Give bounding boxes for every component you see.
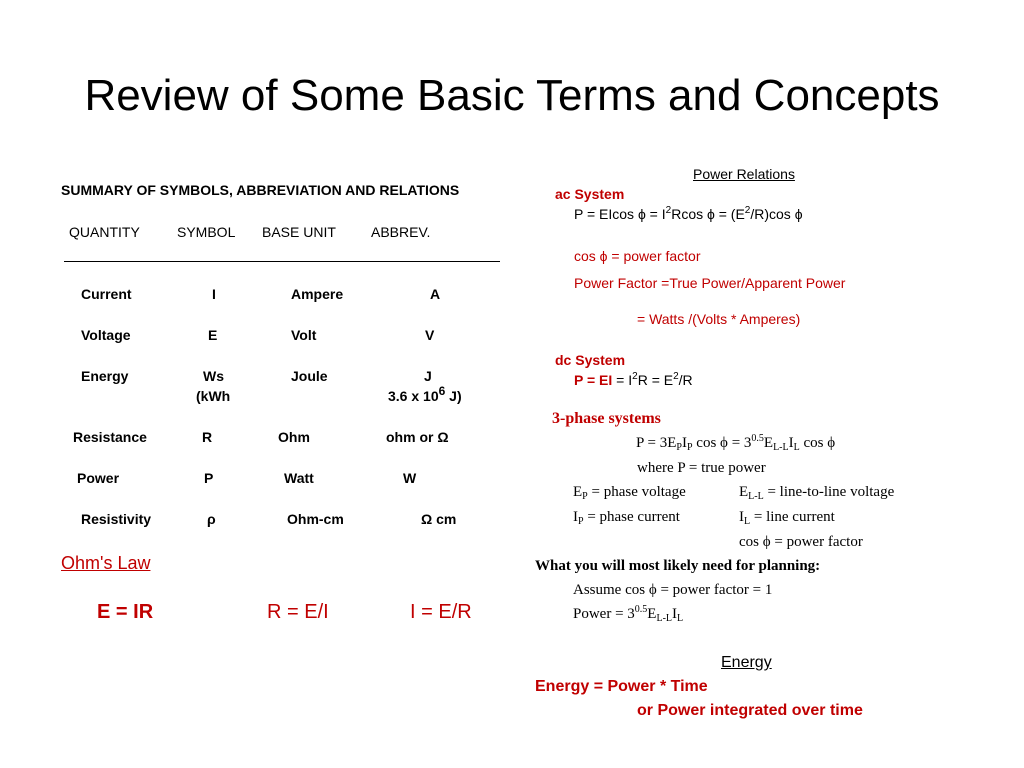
three-phase-pf: cos ϕ = power factor: [739, 534, 863, 550]
power-relations-heading: Power Relations: [693, 166, 795, 182]
tp-eq-k: cos ϕ: [799, 435, 836, 451]
row-current-abbrev: A: [430, 286, 441, 302]
dc-eq-part-d: R = E: [637, 372, 674, 388]
ip-definition: [573, 509, 680, 526]
energy-note-base: 3.6 x 10: [388, 388, 439, 404]
ell-definition: [739, 484, 894, 501]
planning-assumption: Assume cos ϕ = power factor = 1: [573, 582, 773, 598]
tp-eq-b: P: [676, 442, 682, 453]
tp-eq-d: P: [686, 442, 693, 453]
row-energy-kwh-note: (kWh: [196, 388, 231, 404]
row-voltage-unit: Volt: [291, 327, 317, 343]
il-a: I: [739, 509, 744, 525]
row-resistance-abbrev: ohm or Ω: [386, 429, 449, 445]
column-header-symbol: SYMBOL: [177, 224, 236, 240]
pl-eq-c: E: [647, 606, 657, 622]
il-b: L: [744, 516, 751, 527]
pl-eq-e: I: [672, 606, 678, 622]
ell-c: = line-to-line voltage: [763, 484, 895, 500]
energy-note-tail: J): [445, 388, 462, 404]
tp-eq-a: P = 3E: [636, 435, 677, 451]
ep-b: P: [582, 491, 588, 502]
tp-eq-e: cos ϕ = 3: [692, 435, 752, 451]
summary-heading: SUMMARY OF SYMBOLS, ABBREVIATION AND RELATIONS: [61, 182, 460, 198]
ip-c: = phase current: [583, 509, 680, 525]
ac-eq-part-e: /R)cos ϕ: [750, 206, 803, 222]
dc-eq-exp-1: 2: [632, 371, 638, 382]
ohms-law-eq-e: E = IR: [97, 601, 154, 623]
column-header-base-unit: BASE UNIT: [262, 224, 336, 240]
ac-eq-exp-1: 2: [665, 205, 672, 216]
tp-eq-h: L-L: [773, 442, 789, 453]
ohms-law-eq-r: R = E/I: [267, 601, 329, 623]
row-resistance-unit: Ohm: [278, 429, 310, 445]
power-factor-definition: cos ϕ = power factor: [574, 248, 701, 264]
three-phase-equation: [636, 435, 835, 452]
ac-eq-part-a: P = EIcos ϕ = I: [574, 206, 666, 222]
tp-eq-c: I: [681, 435, 687, 451]
row-energy-quantity: Energy: [81, 368, 129, 384]
row-resistivity-abbrev: Ω cm: [421, 511, 457, 527]
page-title: Review of Some Basic Terms and Concepts: [84, 71, 940, 120]
dc-eq-part-f: /R: [678, 372, 693, 388]
pl-eq-a: Power = 3: [573, 606, 635, 622]
planning-heading: What you will most likely need for planning:: [535, 558, 821, 574]
row-energy-symbol: Ws: [203, 368, 224, 384]
ac-eq-exp-2: 2: [744, 205, 751, 216]
row-resistance-quantity: Resistance: [73, 429, 147, 445]
planning-equation: [573, 606, 683, 623]
pl-eq-f: L: [677, 613, 684, 624]
row-resistivity-symbol: ρ: [207, 511, 216, 527]
row-current-quantity: Current: [81, 286, 132, 302]
tp-eq-f: 0.5: [751, 433, 764, 444]
energy-alternative: or Power integrated over time: [637, 702, 863, 719]
row-resistivity-unit: Ohm-cm: [287, 511, 344, 527]
row-voltage-symbol: E: [208, 327, 218, 343]
ep-c: = phase voltage: [587, 484, 686, 500]
row-power-unit: Watt: [284, 470, 314, 486]
row-current-unit: Ampere: [291, 286, 344, 302]
dc-eq-part-b: = I: [612, 372, 633, 388]
row-voltage-quantity: Voltage: [81, 327, 131, 343]
ohms-law-heading: Ohm's Law: [61, 553, 151, 573]
row-power-abbrev: W: [403, 470, 417, 486]
row-energy-unit: Joule: [291, 368, 328, 384]
dc-power-equation: [574, 372, 693, 388]
tp-eq-i: I: [788, 435, 794, 451]
column-header-abbrev: ABBREV.: [371, 224, 431, 240]
ac-eq-part-c: Rcos ϕ = (E: [671, 206, 745, 222]
energy-equation: Energy = Power * Time: [535, 678, 708, 695]
ell-b: L-L: [748, 491, 764, 502]
tp-eq-g: E: [763, 435, 774, 451]
three-phase-label: 3-phase systems: [552, 410, 661, 427]
ac-power-equation: [574, 206, 803, 222]
dc-eq-part-a: P = EI: [574, 372, 613, 388]
power-factor-units: = Watts /(Volts * Amperes): [637, 311, 801, 327]
row-resistivity-quantity: Resistivity: [81, 511, 152, 527]
row-current-symbol: I: [212, 286, 216, 302]
ac-system-label: ac System: [555, 186, 625, 202]
row-energy-joule-note: [388, 384, 462, 404]
column-header-quantity: QUANTITY: [69, 224, 140, 240]
energy-note-exponent: 6: [438, 384, 446, 398]
pl-eq-b: 0.5: [634, 604, 648, 615]
ep-definition: [573, 484, 686, 501]
il-c: = line current: [750, 509, 835, 525]
ip-a: I: [573, 509, 578, 525]
power-factor-ratio: Power Factor =True Power/Apparent Power: [574, 275, 846, 291]
row-energy-abbrev: J: [424, 368, 432, 384]
row-power-symbol: P: [204, 470, 214, 486]
row-voltage-abbrev: V: [425, 327, 435, 343]
row-power-quantity: Power: [77, 470, 120, 486]
ell-a: E: [739, 484, 749, 500]
dc-system-label: dc System: [555, 352, 626, 368]
ep-a: E: [573, 484, 583, 500]
three-phase-where: where P = true power: [637, 460, 766, 476]
row-resistance-symbol: R: [202, 429, 213, 445]
energy-heading: Energy: [721, 654, 772, 671]
tp-eq-j: L: [793, 442, 800, 453]
dc-eq-exp-2: 2: [673, 371, 679, 382]
ohms-law-eq-i: I = E/R: [410, 601, 472, 623]
ip-b: P: [578, 516, 584, 527]
pl-eq-d: L-L: [656, 613, 673, 624]
header-rule: [64, 261, 500, 262]
il-definition: [739, 509, 835, 526]
